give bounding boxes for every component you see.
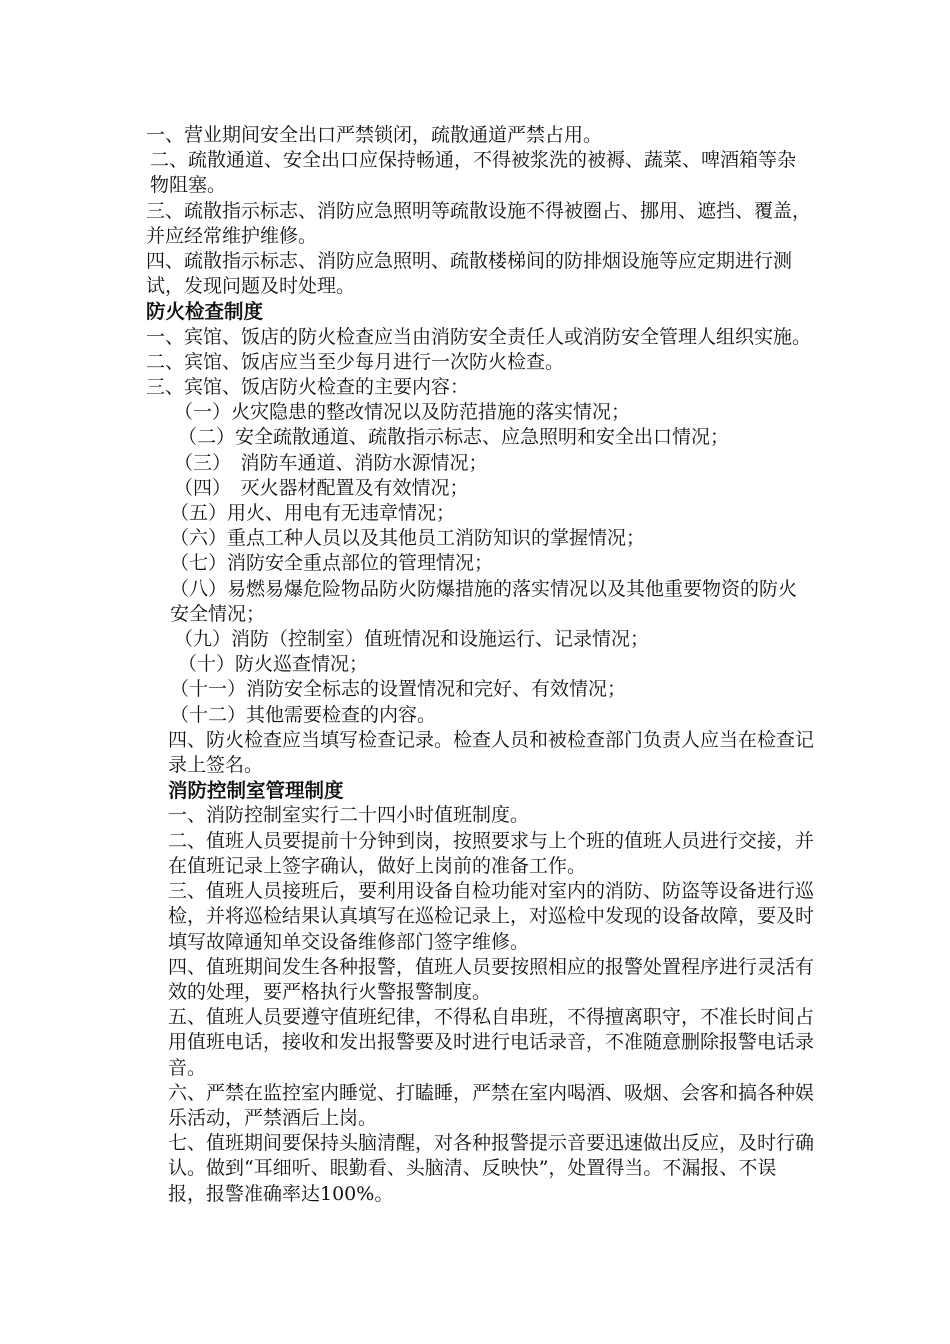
- list-item: （十二）其他需要检查的内容。: [170, 703, 437, 726]
- paragraph: 一、宾馆、饭店的防火检查应当由消防安全责任人或消防安全管理人组织实施。: [146, 325, 812, 348]
- paragraph: 一、营业期间安全出口严禁锁闭，疏散通道严禁占用。: [146, 124, 603, 146]
- list-item: （五）用火、用电有无违章情况；: [170, 502, 456, 525]
- list-item: （十）防火巡查情况；: [178, 653, 369, 676]
- list-item: （三） 消防车通道、消防水源情况；: [174, 451, 488, 474]
- paragraph: 四、值班期间发生各种报警，值班人员要按照相应的报警处置程序进行灵活有效的处理，要严格执行火警报警制度。: [168, 955, 815, 1003]
- list-item: （九）消防（控制室）值班情况和设施运行、记录情况；: [174, 628, 650, 651]
- list-item: （四） 灭火器材配置及有效情况；: [174, 476, 469, 499]
- paragraph: 一、消防控制室实行二十四小时值班制度。: [168, 804, 530, 827]
- paragraph: 二、宾馆、饭店应当至少每月进行一次防火检查。: [146, 350, 565, 373]
- section-heading: 消防控制室管理制度: [168, 779, 344, 803]
- document-page: [146, 123, 814, 1207]
- paragraph: 七、值班期间要保持头脑清醒，对各种报警提示音要迅速做出反应，及时行确认。做到“耳细听、眼勤看、头脑清、反映快”，处置得当。不漏报、不误报，报警准确率达100%。: [168, 1132, 815, 1205]
- list-item: （一）火灾隐患的整改情况以及防范措施的落实情况；: [174, 401, 631, 424]
- paragraph: 四、防火检查应当填写检查记录。检查人员和被检查部门负责人应当在检查记录上签名。: [168, 728, 815, 777]
- list-item: （六）重点工种人员以及其他员工消防知识的掌握情况；: [170, 527, 646, 550]
- paragraph: 二、值班人员要提前十分钟到岗，按照要求与上个班的值班人员进行交接，并在值班记录上签字确认，做好上岗前的准备工作。: [168, 829, 815, 877]
- paragraph: 五、值班人员要遵守值班纪律，不得私自串班，不得擅离职守，不准长时间占用值班电话，接收和发出报警要及时进行电话录音，不准随意删除报警电话录音。: [168, 1006, 815, 1079]
- list-item: （十一）消防安全标志的设置情况和完好、有效情况；: [170, 678, 627, 701]
- paragraph: 二、疏散通道、安全出口应保持畅通，不得被浆洗的被褥、蔬菜、啤酒箱等杂物阻塞。: [150, 149, 797, 197]
- paragraph: 四、疏散指示标志、消防应急照明、疏散楼梯间的防排烟设施等应定期进行测试，发现问题及时处理。: [146, 250, 793, 298]
- section-heading: 防火检查制度: [146, 300, 264, 324]
- paragraph: 三、宾馆、饭店防火检查的主要内容：: [146, 376, 470, 399]
- list-item: （七）消防安全重点部位的管理情况；: [170, 552, 494, 575]
- list-item: （二）安全疏散通道、疏散指示标志、应急照明和安全出口情况；: [178, 426, 730, 449]
- paragraph: 三、值班人员接班后，要利用设备自检功能对室内的消防、防盗等设备进行巡检，并将巡检结果认真填写在巡检记录上，对巡检中发现的设备故障，要及时填写故障通知单交设备维修部门签字维修。: [168, 880, 815, 953]
- paragraph: 六、严禁在监控室内睡觉、打瞌睡，严禁在室内喝酒、吸烟、会客和搞各种娱乐活动，严禁酒后上岗。: [168, 1081, 815, 1129]
- paragraph: 三、疏散指示标志、消防应急照明等疏散设施不得被圈占、挪用、遮挡、覆盖，并应经常维护维修。: [146, 199, 812, 247]
- list-item: （八）易燃易爆危险物品防火防爆措施的落实情况以及其他重要物资的防火安全情况；: [170, 577, 798, 625]
